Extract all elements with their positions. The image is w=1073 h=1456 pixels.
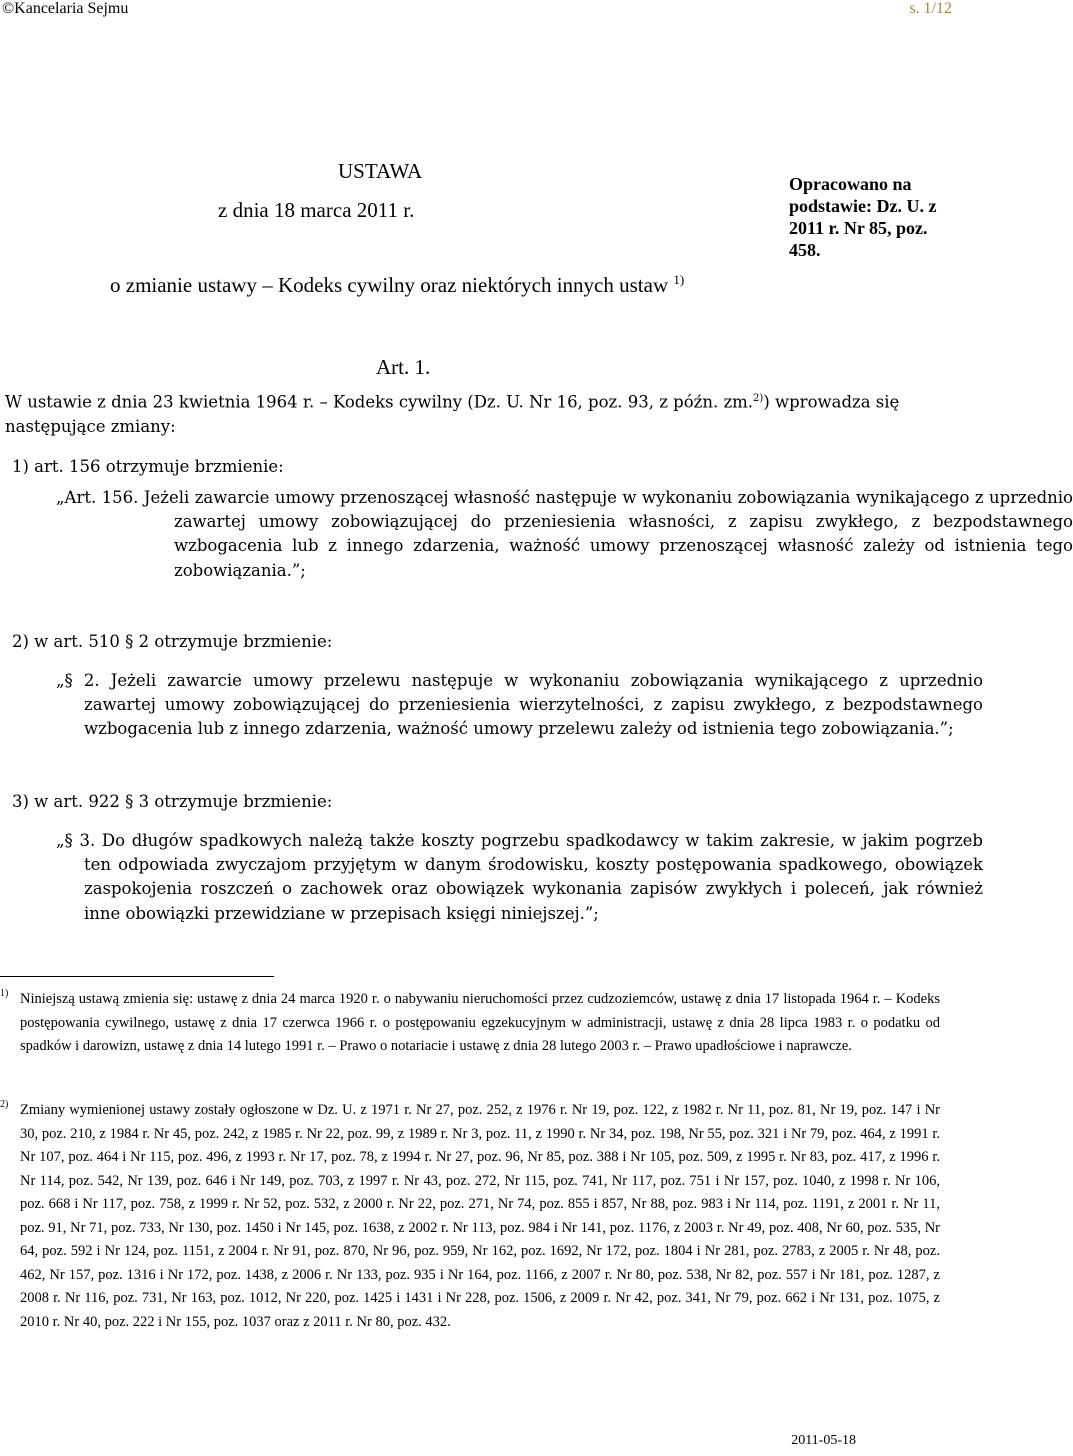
footer-date: 2011-05-18 [791, 1433, 856, 1448]
footnote-2 [0, 1099, 940, 1334]
footnote-separator [0, 976, 274, 977]
footnote-2-text: Zmiany wymienionej ustawy zostały ogłoszone w Dz. U. z 1971 r. Nr 27, poz. 252, z 1976 r. Nr 19, poz. 122, z 1982 r. Nr 11, poz. 81, Nr 19, poz. 147 i Nr 30, poz. 210, z 1984 r. Nr 45, poz. 242, z 1985 r. Nr 22, poz. 99, z 1989 r. Nr 3, poz. 11, z 1990 r. Nr 34, poz. 198, Nr 55, poz. 321 i Nr 79, poz. 464, z 1991 r. Nr 107, poz. 464 i Nr 115, poz. 496, z 1993 r. Nr 17, poz. 78, z 1994 r. Nr 27, poz. 96, Nr 85, poz. 388 i Nr 105, poz. 509, z 1995 r. Nr 83, poz. 417, z 1996 r. Nr 114, poz. 542, Nr 139, poz. 646 i Nr 149, poz. 703, z 1997 r. Nr 43, poz. 272, Nr 115, poz. 741, Nr 117, poz. 751 i Nr 157, poz. 1040, z 1998 r. Nr 106, poz. 668 i Nr 117, poz. 758, z 1999 r. Nr 52, poz. 532, z 2000 r. Nr 22, poz. 271, Nr 74, poz. 855 i 857, Nr 88, poz. 983 i Nr 114, poz. 1191, z 2001 r. Nr 11, poz. 91, Nr 71, poz. 733, Nr 130, poz. 1450 i Nr 145, poz. 1638, z 2002 r. Nr 113, poz. 984 i Nr 141, poz. 1176, z 2003 r. Nr 49, poz. 408, Nr 60, poz. 535, Nr 64, poz. 592 i Nr 124, poz. 1151, z 2004 r. Nr 91, poz. 870, Nr 96, poz. 959, Nr 162, poz. 1692, Nr 172, poz. 1804 i Nr 281, poz. 2783, z 2005 r. Nr 48, poz. 462, Nr 157, poz. 1316 i Nr 172, poz. 1438, z 2006 r. Nr 133, poz. 935 i Nr 164, poz. 1166, z 2007 r. Nr 80, poz. 538, Nr 82, poz. 557 i Nr 181, poz. 1287, z 2008 r. Nr 116, poz. 731, Nr 163, poz. 1012, Nr 220, poz. 1425 i 1431 i Nr 228, poz. 1506, z 2009 r. Nr 42, poz. 341, Nr 79, poz. 662 i Nr 131, poz. 1075, z 2010 r. Nr 40, poz. 222 i Nr 155, poz. 1037 oraz z 2011 r. Nr 80, poz. 432. [20, 1102, 940, 1330]
subtitle-text: o zmianie ustawy – Kodeks cywilny oraz niektórych innych ustaw [110, 273, 669, 297]
document-type: USTAWA [338, 159, 423, 183]
intro-end-text: ) wprowadza się następujące zmiany: [5, 392, 900, 436]
intro-text: W ustawie z dnia 23 kwietnia 1964 r. – Kodeks cywilny (Dz. U. Nr 16, poz. 93, z późn. zm. [5, 392, 754, 412]
article-intro [5, 387, 955, 439]
item-2-quote: „§ 2. Jeżeli zawarcie umowy przelewu następuje w wykonaniu zobowiązania wynikającego z uprzednio zawartej umowy zobowiązującej do przeniesienia wierzytelności, z zapisu zwykłego, z bezpodstawnego wzbogacenia lub z innego zdarzenia, ważność umowy przelewu zależy od istnienia tego zobowiązania.”; [56, 671, 983, 739]
header-source: ©Kancelaria Sejmu [2, 0, 129, 17]
header-page-number: s. 1/12 [909, 0, 952, 17]
footnote-1-text: Niniejszą ustawą zmienia się: ustawę z dnia 24 marca 1920 r. o nabywaniu nieruchomości przez cudzoziemców, ustawę z dnia 17 listopada 1964 r. – Kodeks postępowania cywilnego, ustawę z dnia 17 czerwca 1966 r. o postępowaniu egzekucyjnym w administracji, ustawę z dnia 28 lipca 1983 r. o podatku od spadków i darowizn, ustawę z dnia 14 lutego 1991 r. – Prawo o notariacie i ustawę z dnia 28 lutego 2003 r. – Prawo upadłościowe i naprawcze. [20, 991, 940, 1054]
footnote-1-number: 1) [0, 988, 9, 999]
item-3-quote: „§ 3. Do długów spadkowych należą także koszty pogrzebu spadkodawcy w takim zakresie, w jakim pogrzeb ten odpowiada zwyczajom przyjętym w danym środowisku, koszty postępowania spadkowego, obowiązek zaspokojenia roszczeń o zachowek oraz obowiązek wykonania zapisów zwykłych i poleceń, jak również inne obowiązki przewidziane w przepisach księgi niniejszej.”; [56, 831, 983, 923]
footnote-1 [0, 988, 940, 1059]
side-note: Opracowano na podstawie: Dz. U. z 2011 r. Nr 85, poz. 458. [789, 174, 937, 260]
subtitle-footnote-ref: 1) [673, 272, 685, 287]
item-1-label: 1) art. 156 otrzymuje brzmienie: [12, 457, 284, 476]
intro-footnote-ref: 2) [753, 393, 764, 404]
item-2-label: 2) w art. 510 § 2 otrzymuje brzmienie: [12, 632, 333, 651]
document-date: z dnia 18 marca 2011 r. [218, 198, 415, 222]
document-subtitle [110, 272, 684, 298]
item-1-quote: „Art. 156. Jeżeli zawarcie umowy przenoszącej własność następuje w wykonaniu zobowiązania wynikającego z uprzednio zawartej umowy zobowiązującej do przeniesienia własności, z zapisu zwykłego, z bezpodstawnego wzbogacenia lub z innego zdarzenia, ważność umowy przenoszącej własność zależy od istnienia tego zobowiązania.”; [56, 488, 1073, 580]
item-3-label: 3) w art. 922 § 3 otrzymuje brzmienie: [12, 792, 333, 811]
article-heading: Art. 1. [376, 355, 431, 379]
footnote-2-number: 2) [0, 1099, 9, 1110]
